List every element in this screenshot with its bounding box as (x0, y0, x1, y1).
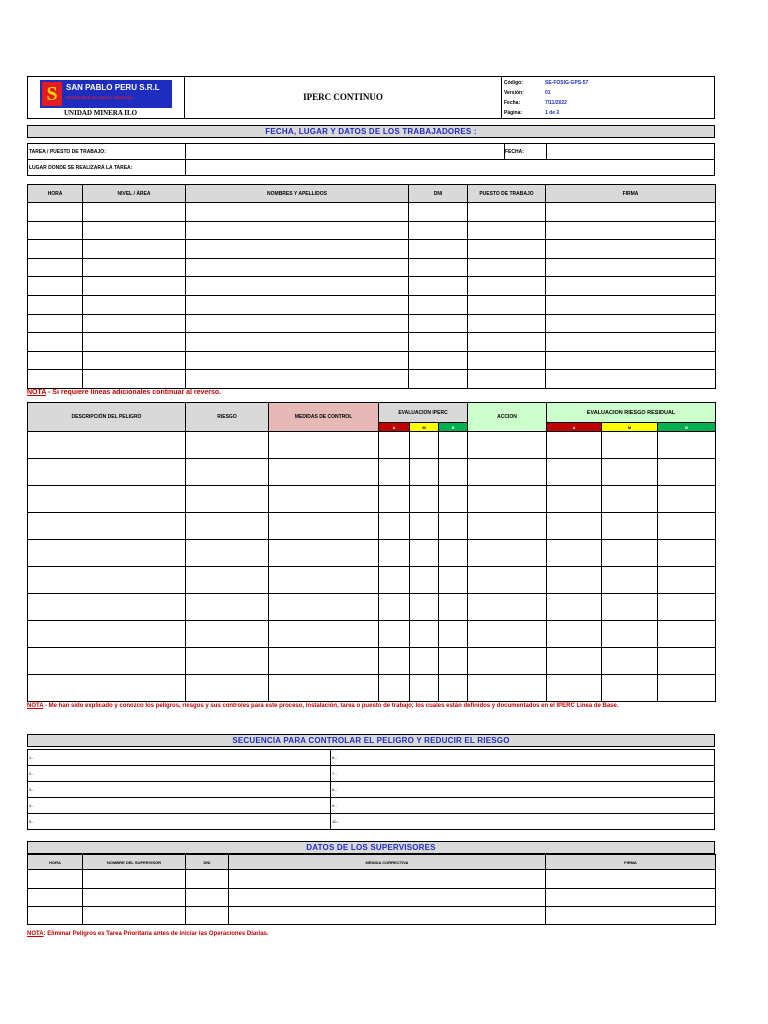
table-row (28, 907, 716, 925)
col-dni: DNI (409, 185, 468, 203)
section-title-sequence: SECUENCIA PARA CONTROLAR EL PELIGRO Y REDUCIR EL RIESGO (27, 734, 715, 747)
note-eliminate-hazards (27, 931, 269, 937)
sequence-number: 6.- (332, 755, 337, 760)
sequence-number: 5.- (29, 819, 34, 824)
meta-label-date: Fecha: (504, 100, 521, 106)
note-prefix: NOTA (27, 389, 47, 396)
meta-label-code: Código: (504, 80, 523, 86)
table-row (28, 277, 716, 296)
table-row (28, 333, 716, 352)
document-title: IPERC CONTINUO (185, 76, 502, 119)
col-sup-corrective: MEDIDA CORRECTIVA (229, 855, 546, 870)
sequence-right-9[interactable] (330, 797, 715, 814)
task-input[interactable] (185, 144, 505, 159)
workers-rows (28, 203, 716, 389)
table-row (28, 240, 716, 259)
col-hazard-description: DESCRIPCIÓN DEL PELIGRO (28, 403, 186, 432)
table-row (28, 258, 716, 277)
sequence-number: 3.- (29, 787, 34, 792)
table-row (28, 432, 716, 459)
sequence-left-1[interactable] (27, 749, 331, 766)
col-hour: HORA (28, 185, 83, 203)
col-sup-name: NOMBRE DEL SUPERVISOR (83, 855, 186, 870)
note-prefix: NOTA (27, 931, 44, 937)
meta-value-code: SE-FOSIG-GPS-57 (545, 80, 589, 86)
sequence-left-3[interactable] (27, 781, 331, 798)
table-row (28, 314, 716, 333)
sequence-number: 4.- (29, 803, 34, 808)
hazard-table (27, 402, 716, 702)
sequence-number: 2.- (29, 771, 34, 776)
col-sup-hour: HORA (28, 855, 83, 870)
place-input[interactable] (185, 160, 715, 175)
supervisors-rows (28, 870, 716, 925)
company-tagline: TRANSPORTE DE CARGA Y SERVICIOS (66, 96, 133, 100)
sequence-right-8[interactable] (330, 781, 715, 798)
date-input[interactable] (546, 144, 715, 159)
residual-m-badge: M (602, 423, 658, 432)
col-signature: FIRMA (546, 185, 716, 203)
hazard-rows (28, 432, 716, 702)
sequence-number: 9.- (332, 803, 337, 808)
sequence-right-6[interactable] (330, 749, 715, 766)
col-iperc-eval: EVALUACION IPERC (379, 403, 468, 423)
logo-mark-icon: S (42, 82, 62, 106)
company-name: SAN PABLO PERU S.R.L (66, 83, 160, 92)
sequence-number: 7.- (332, 771, 337, 776)
table-row (28, 203, 716, 222)
unit-name: UNIDAD MINERA ILO (64, 109, 138, 117)
eval-m-badge: M (410, 423, 439, 432)
sequence-number: 1.- (29, 755, 34, 760)
table-row (28, 567, 716, 594)
table-row (28, 675, 716, 702)
sequence-number: 10.- (332, 819, 339, 824)
residual-a-badge: A (547, 423, 602, 432)
place-label: LUGAR DONDE SE REALIZARÁ LA TAREA: (29, 165, 133, 171)
col-control-measures: MEDIDAS DE CONTROL (269, 403, 379, 432)
table-row (28, 459, 716, 486)
table-row (28, 648, 716, 675)
table-row (28, 513, 716, 540)
place-row (27, 159, 715, 176)
meta-label-page: Página: (504, 110, 523, 116)
table-row (28, 621, 716, 648)
col-position: PUESTO DE TRABAJO (468, 185, 546, 203)
table-row (28, 370, 716, 389)
document-meta (502, 76, 715, 119)
workers-table (27, 184, 716, 389)
col-action: ACCION (468, 403, 547, 432)
col-sup-dni: DNI (186, 855, 229, 870)
meta-value-version: 01 (545, 90, 551, 96)
meta-value-page: 1 de 2 (545, 110, 560, 116)
col-area: NIVEL / ÁREA (83, 185, 186, 203)
table-row (28, 870, 716, 889)
meta-label-version: Versión: (504, 90, 524, 96)
date-label: FECHA: (505, 149, 524, 155)
col-sup-signature: FIRMA (546, 855, 716, 870)
sequence-left-5[interactable] (27, 813, 331, 830)
meta-value-date: 7/11/2022 (545, 100, 567, 106)
supervisors-table (27, 854, 716, 925)
note-prefix: NOTA (27, 703, 44, 709)
company-logo (40, 80, 172, 108)
section-title-supervisors: DATOS DE LOS SUPERVISORES (27, 841, 715, 854)
table-row (28, 889, 716, 907)
table-row (28, 540, 716, 567)
sequence-right-10[interactable] (330, 813, 715, 830)
table-row (28, 351, 716, 370)
note-text: - Me han sido explicado y conozco los peligros, riesgos y sus controles para este proceso, instalación, tarea o puesto de trabajo; los cuales están definidos y documentados en el IPERC Línea de Base. (43, 703, 619, 709)
sequence-grid (27, 749, 715, 829)
sequence-left-4[interactable] (27, 797, 331, 814)
table-row (28, 594, 716, 621)
sequence-number: 8.- (332, 787, 337, 792)
note-additional-lines (27, 389, 221, 396)
table-row (28, 486, 716, 513)
col-names: NOMBRES Y APELLIDOS (186, 185, 409, 203)
sequence-left-2[interactable] (27, 765, 331, 782)
table-row (28, 295, 716, 314)
note-explained-hazards (27, 702, 715, 710)
task-row (27, 143, 715, 160)
residual-b-badge: B (658, 423, 716, 432)
eval-a-badge: A (379, 423, 410, 432)
eval-b-badge: B (439, 423, 468, 432)
table-row (28, 221, 716, 240)
note-text: - Si requiere líneas adicionales continuar al reverso. (46, 389, 222, 396)
sequence-right-7[interactable] (330, 765, 715, 782)
section-title-workers: FECHA, LUGAR Y DATOS DE LOS TRABAJADORES : (27, 125, 715, 138)
col-residual-eval: EVALUACION RIESGO RESIDUAL (547, 403, 716, 423)
note-text: : Eliminar Peligros es Tarea Prioritaria antes de iniciar las Operaciones Diarias. (43, 931, 269, 937)
col-risk: RIESGO (186, 403, 269, 432)
task-label: TAREA / PUESTO DE TRABAJO: (29, 149, 106, 155)
